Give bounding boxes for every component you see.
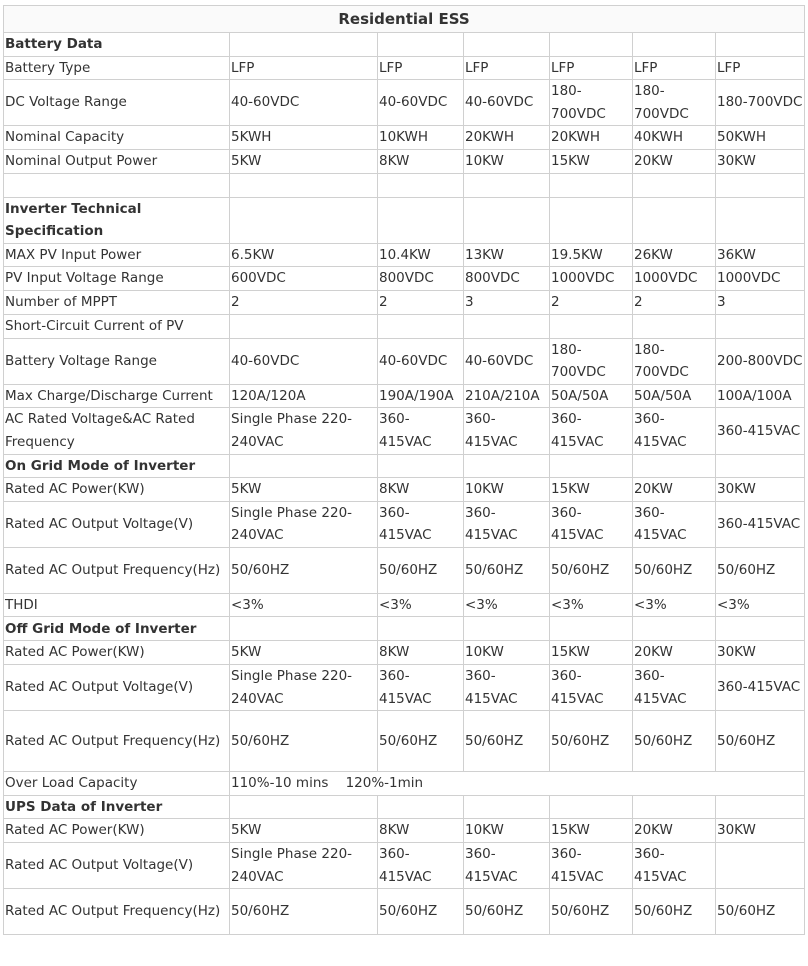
table-cell — [230, 617, 378, 641]
table-cell: 360-415VAC — [716, 501, 805, 547]
table-cell: 180-700VDC — [550, 80, 633, 126]
table-cell — [550, 795, 633, 819]
table-row — [4, 547, 805, 593]
table-cell — [378, 454, 464, 478]
table-cell: 360-415VAC — [464, 665, 550, 711]
section-row — [4, 33, 805, 57]
table-row — [4, 267, 805, 291]
table-cell: 360-415VAC — [550, 501, 633, 547]
table-cell: 120A/120A — [230, 384, 378, 408]
table-cell: 360-415VAC — [550, 843, 633, 889]
table-cell: 180-700VDC — [716, 80, 805, 126]
row-label: Nominal Output Power — [4, 149, 230, 173]
table-cell: 360-415VAC — [550, 665, 633, 711]
table-cell — [633, 454, 716, 478]
row-label: Rated AC Output Frequency(Hz) — [4, 889, 230, 935]
table-cell: 10KW — [464, 641, 550, 665]
table-cell — [378, 173, 464, 197]
table-row — [4, 819, 805, 843]
table-cell: 110%-10 mins 120%-1min — [230, 772, 805, 796]
table-cell: 50/60HZ — [464, 889, 550, 935]
table-cell: 360-415VAC — [464, 501, 550, 547]
table-cell — [550, 173, 633, 197]
table-cell: <3% — [716, 593, 805, 617]
table-row — [4, 772, 805, 796]
section-row — [4, 197, 805, 243]
table-cell — [464, 314, 550, 338]
table-cell — [464, 197, 550, 243]
table-row — [4, 173, 805, 197]
table-row — [4, 314, 805, 338]
table-cell: 40-60VDC — [230, 338, 378, 384]
section-heading: UPS Data of Inverter — [4, 795, 230, 819]
table-cell: LFP — [550, 56, 633, 80]
table-row — [4, 889, 805, 935]
row-label: AC Rated Voltage&AC Rated Frequency — [4, 408, 230, 454]
table-cell: 30KW — [716, 149, 805, 173]
table-cell: 2 — [550, 290, 633, 314]
table-cell: <3% — [378, 593, 464, 617]
table-row — [4, 243, 805, 267]
row-label: Rated AC Power(KW) — [4, 478, 230, 502]
table-cell: 50A/50A — [550, 384, 633, 408]
table-cell: 40-60VDC — [378, 80, 464, 126]
table-cell: Single Phase 220-240VAC — [230, 843, 378, 889]
table-cell: 3 — [464, 290, 550, 314]
table-cell: 5KW — [230, 149, 378, 173]
table-cell — [230, 173, 378, 197]
table-cell: 30KW — [716, 641, 805, 665]
table-row — [4, 126, 805, 150]
table-cell — [464, 795, 550, 819]
table-row — [4, 843, 805, 889]
table-row — [4, 711, 805, 772]
table-row — [4, 641, 805, 665]
table-row — [4, 56, 805, 80]
table-cell: Single Phase 220-240VAC — [230, 665, 378, 711]
table-cell — [230, 197, 378, 243]
table-cell: 50/60HZ — [464, 711, 550, 772]
table-cell — [464, 617, 550, 641]
row-label: Nominal Capacity — [4, 126, 230, 150]
table-cell: 190A/190A — [378, 384, 464, 408]
table-cell: 800VDC — [378, 267, 464, 291]
table-cell — [550, 454, 633, 478]
table-cell: 6.5KW — [230, 243, 378, 267]
table-row — [4, 290, 805, 314]
table-cell — [550, 617, 633, 641]
table-cell: 1000VDC — [716, 267, 805, 291]
table-cell: 26KW — [633, 243, 716, 267]
table-cell: 360-415VAC — [716, 408, 805, 454]
section-row — [4, 795, 805, 819]
table-cell: 360-415VAC — [550, 408, 633, 454]
section-row — [4, 617, 805, 641]
row-label: Rated AC Output Voltage(V) — [4, 665, 230, 711]
table-cell: 800VDC — [464, 267, 550, 291]
table-cell: Single Phase 220-240VAC — [230, 408, 378, 454]
row-label: Number of MPPT — [4, 290, 230, 314]
table-cell: 50/60HZ — [378, 889, 464, 935]
row-label: Max Charge/Discharge Current — [4, 384, 230, 408]
row-label — [4, 173, 230, 197]
table-cell: 360-415VAC — [464, 843, 550, 889]
table-cell: 50/60HZ — [378, 711, 464, 772]
table-cell — [550, 197, 633, 243]
table-cell: 20KW — [633, 478, 716, 502]
table-cell: 1000VDC — [633, 267, 716, 291]
table-cell: 100A/100A — [716, 384, 805, 408]
row-label: Rated AC Output Voltage(V) — [4, 843, 230, 889]
section-heading: On Grid Mode of Inverter — [4, 454, 230, 478]
table-cell: 50/60HZ — [633, 547, 716, 593]
table-cell: 360-415VAC — [633, 843, 716, 889]
table-cell: 19.5KW — [550, 243, 633, 267]
table-body — [4, 33, 805, 935]
table-cell: 50/60HZ — [550, 889, 633, 935]
table-cell: 5KW — [230, 819, 378, 843]
table-cell — [464, 454, 550, 478]
section-heading: Inverter Technical Specification — [4, 197, 230, 243]
table-cell: 40-60VDC — [230, 80, 378, 126]
row-label: Battery Type — [4, 56, 230, 80]
table-cell: 3 — [716, 290, 805, 314]
table-cell: LFP — [633, 56, 716, 80]
table-cell: 10KW — [464, 819, 550, 843]
table-cell — [230, 33, 378, 57]
table-cell: 180-700VDC — [633, 80, 716, 126]
table-cell: 20KWH — [550, 126, 633, 150]
table-cell: 8KW — [378, 641, 464, 665]
table-cell — [633, 795, 716, 819]
table-cell: 30KW — [716, 478, 805, 502]
table-cell: 40-60VDC — [464, 80, 550, 126]
table-row — [4, 149, 805, 173]
table-cell — [633, 617, 716, 641]
table-cell: 8KW — [378, 478, 464, 502]
table-cell: 50/60HZ — [716, 889, 805, 935]
table-cell: 15KW — [550, 641, 633, 665]
table-cell: 200-800VDC — [716, 338, 805, 384]
table-cell: 50/60HZ — [716, 547, 805, 593]
row-label: PV Input Voltage Range — [4, 267, 230, 291]
table-cell — [716, 843, 805, 889]
table-cell: 360-415VAC — [633, 501, 716, 547]
row-label: Rated AC Power(KW) — [4, 641, 230, 665]
table-cell: 10KWH — [378, 126, 464, 150]
table-cell: 8KW — [378, 149, 464, 173]
table-cell: 50/60HZ — [378, 547, 464, 593]
table-row — [4, 408, 805, 454]
table-cell: LFP — [230, 56, 378, 80]
table-cell: 2 — [633, 290, 716, 314]
table-cell: 600VDC — [230, 267, 378, 291]
spec-table — [3, 5, 805, 935]
table-cell: 360-415VAC — [378, 501, 464, 547]
row-label: Rated AC Power(KW) — [4, 819, 230, 843]
table-cell: LFP — [464, 56, 550, 80]
table-cell — [716, 795, 805, 819]
table-cell: 40KWH — [633, 126, 716, 150]
table-cell: 13KW — [464, 243, 550, 267]
table-cell — [633, 173, 716, 197]
table-row — [4, 80, 805, 126]
table-cell: 50/60HZ — [230, 711, 378, 772]
table-cell: 5KWH — [230, 126, 378, 150]
table-cell: LFP — [378, 56, 464, 80]
table-cell: 20KW — [633, 149, 716, 173]
table-cell: 360-415VAC — [633, 665, 716, 711]
table-cell — [716, 454, 805, 478]
row-label: Rated AC Output Frequency(Hz) — [4, 711, 230, 772]
table-cell: 30KW — [716, 819, 805, 843]
table-cell: 50/60HZ — [550, 711, 633, 772]
table-cell: 50/60HZ — [716, 711, 805, 772]
section-row — [4, 454, 805, 478]
table-cell: 50/60HZ — [230, 889, 378, 935]
table-cell: 50/60HZ — [550, 547, 633, 593]
table-title: Residential ESS — [4, 6, 805, 33]
table-row — [4, 593, 805, 617]
table-cell: 50KWH — [716, 126, 805, 150]
table-cell: <3% — [464, 593, 550, 617]
table-cell: 10KW — [464, 149, 550, 173]
table-cell — [633, 33, 716, 57]
table-cell — [716, 33, 805, 57]
table-cell: 20KW — [633, 641, 716, 665]
table-cell: 10.4KW — [378, 243, 464, 267]
table-cell: 10KW — [464, 478, 550, 502]
table-cell: LFP — [716, 56, 805, 80]
table-cell — [230, 795, 378, 819]
table-row — [4, 501, 805, 547]
section-heading: Off Grid Mode of Inverter — [4, 617, 230, 641]
table-cell: 15KW — [550, 819, 633, 843]
row-label: DC Voltage Range — [4, 80, 230, 126]
table-cell: 8KW — [378, 819, 464, 843]
table-cell — [378, 314, 464, 338]
table-cell: 5KW — [230, 641, 378, 665]
table-cell: <3% — [230, 593, 378, 617]
section-heading: Battery Data — [4, 33, 230, 57]
table-cell: 360-415VAC — [716, 665, 805, 711]
row-label: THDI — [4, 593, 230, 617]
table-cell — [716, 314, 805, 338]
table-cell — [464, 173, 550, 197]
table-cell: 20KWH — [464, 126, 550, 150]
table-cell: 360-415VAC — [378, 843, 464, 889]
row-label: Rated AC Output Frequency(Hz) — [4, 547, 230, 593]
table-cell: 36KW — [716, 243, 805, 267]
table-row — [4, 478, 805, 502]
table-cell: 360-415VAC — [633, 408, 716, 454]
row-label: Over Load Capacity — [4, 772, 230, 796]
table-cell: 2 — [378, 290, 464, 314]
table-cell — [378, 33, 464, 57]
table-cell: 50/60HZ — [633, 889, 716, 935]
table-cell — [230, 314, 378, 338]
table-cell — [230, 454, 378, 478]
table-cell — [464, 33, 550, 57]
table-cell: 15KW — [550, 149, 633, 173]
table-cell: 360-415VAC — [378, 665, 464, 711]
table-cell — [378, 795, 464, 819]
table-cell: 5KW — [230, 478, 378, 502]
title-row — [4, 6, 805, 33]
table-cell: 2 — [230, 290, 378, 314]
table-cell — [378, 617, 464, 641]
row-label: Rated AC Output Voltage(V) — [4, 501, 230, 547]
table-cell: 210A/210A — [464, 384, 550, 408]
table-cell — [716, 173, 805, 197]
table-cell — [716, 197, 805, 243]
table-cell: 40-60VDC — [464, 338, 550, 384]
table-cell: 40-60VDC — [378, 338, 464, 384]
table-cell: 50/60HZ — [464, 547, 550, 593]
table-cell — [550, 33, 633, 57]
table-cell: <3% — [633, 593, 716, 617]
table-cell: 180-700VDC — [550, 338, 633, 384]
table-row — [4, 665, 805, 711]
table-cell — [716, 617, 805, 641]
row-label: Short-Circuit Current of PV — [4, 314, 230, 338]
table-cell: 180-700VDC — [633, 338, 716, 384]
table-cell: 20KW — [633, 819, 716, 843]
table-cell: 15KW — [550, 478, 633, 502]
table-row — [4, 384, 805, 408]
table-cell: 50/60HZ — [230, 547, 378, 593]
table-cell: 1000VDC — [550, 267, 633, 291]
table-cell — [633, 197, 716, 243]
table-cell — [378, 197, 464, 243]
row-label: MAX PV Input Power — [4, 243, 230, 267]
table-cell: 50/60HZ — [633, 711, 716, 772]
table-cell: <3% — [550, 593, 633, 617]
table-cell — [633, 314, 716, 338]
table-cell: 360-415VAC — [464, 408, 550, 454]
table-cell — [550, 314, 633, 338]
row-label: Battery Voltage Range — [4, 338, 230, 384]
table-cell: 360-415VAC — [378, 408, 464, 454]
table-cell: Single Phase 220-240VAC — [230, 501, 378, 547]
table-row — [4, 338, 805, 384]
table-cell: 50A/50A — [633, 384, 716, 408]
